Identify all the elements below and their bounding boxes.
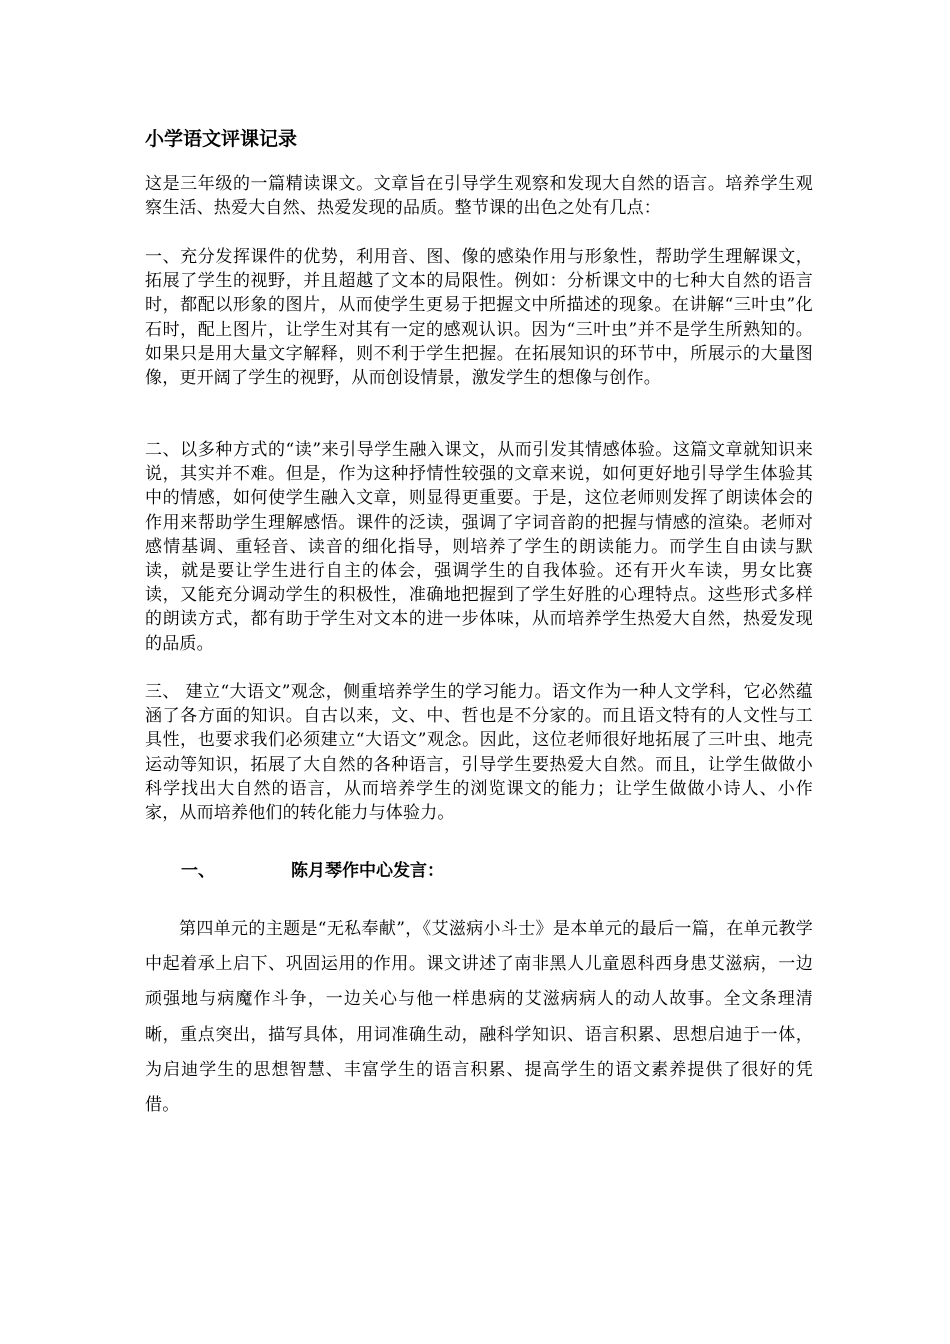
section-heading-number: 一、 (181, 861, 215, 881)
section-heading (181, 858, 444, 884)
document-title: 小学语文评课记录 (145, 128, 298, 150)
intro-paragraph: 这是三年级的一篇精读课文。文章旨在引导学生观察和发现大自然的语言。培养学生观察生活、热爱大自然、热爱发现的品质。整节课的出色之处有几点： (145, 174, 813, 219)
point-three-paragraph: 三、 建立“大语文”观念，侧重培养学生的学习能力。语文作为一种人文学科，它必然蕴涵了各方面的知识。自古以来，文、中、哲也是不分家的。而且语文特有的人文性与工具性，也要求我们必须建立“大语文”观念。因此，这位老师很好地拓展了三叶虫、地壳运动等知识，拓展了大自然的各种语言，引导学生要热爱大自然。而且，让学生做做小科学找出大自然的语言，从而培养学生的浏览课文的能力；让学生做做小诗人、小作家，从而培养他们的转化能力与体验力。 (145, 682, 813, 824)
point-two-paragraph: 二、以多种方式的“读”来引导学生融入课文，从而引发其情感体验。这篇文章就知识来说，其实并不难。但是，作为这种抒情性较强的文章来说，如何更好地引导学生体验其中的情感，如何使学生融入文章，则显得更重要。于是，这位老师则发挥了朗读体会的作用来帮助学生理解感悟。课件的泛读，强调了字词音韵的把握与情感的渲染。老师对感情基调、重轻音、读音的细化指导，则培养了学生的朗读能力。而学生自由读与默读，就是要让学生进行自主的体会，强调学生的自我体验。还有开火车读，男女比赛读，又能充分调动学生的积极性，准确地把握到了学生好胜的心理特点。这些形式多样的朗读方式，都有助于学生对文本的进一步体味，从而培养学生热爱大自然，热爱发现的品质。 (145, 440, 813, 654)
section-heading-text: 陈月琴作中心发言： (291, 861, 444, 881)
final-paragraph: 第四单元的主题是“无私奉献”，《艾滋病小斗士》是本单元的最后一篇，在单元教学中起着承上启下、巩固运用的作用。课文讲述了南非黑人儿童恩科西身患艾滋病，一边顽强地与病魔作斗争，一边关心与他一样患病的艾滋病病人的动人故事。全文条理清晰，重点突出，描写具体，用词准确生动，融科学知识、语言积累、思想启迪于一体，为启迪学生的思想智慧、丰富学生的语言积累、提高学生的语文素养提供了很好的凭借。 (145, 919, 813, 1116)
point-one-paragraph: 一、充分发挥课件的优势，利用音、图、像的感染作用与形象性，帮助学生理解课文，拓展了学生的视野，并且超越了文本的局限性。例如：分析课文中的七种大自然的语言时，都配以形象的图片，从而使学生更易于把握文中所描述的现象。在讲解“三叶虫”化石时，配上图片，让学生对其有一定的感观认识。因为“三叶虫”并不是学生所熟知的。如果只是用大量文字解释，则不利于学生把握。在拓展知识的环节中，所展示的大量图像，更开阔了学生的视野，从而创设情景，激发学生的想像与创作。 (145, 247, 813, 389)
